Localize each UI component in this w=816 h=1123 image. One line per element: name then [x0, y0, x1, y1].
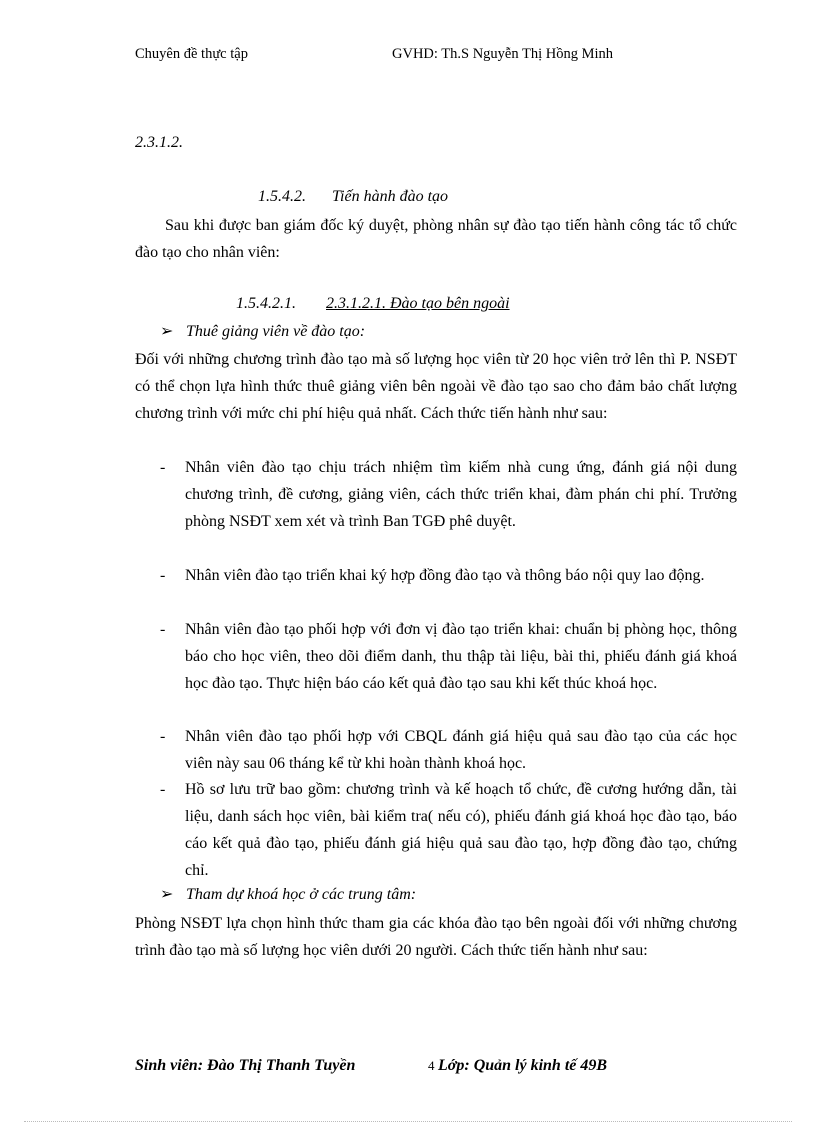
list-item-text: Nhân viên đào tạo phối hợp với CBQL đánh giá hiệu quả sau đào tạo của các học viên này sau 06 tháng kể từ khi hoàn thành khoá học.	[185, 728, 737, 772]
item1-paragraph: Đối với những chương trình đào tạo mà số lượng học viên từ 20 học viên trở lên thì P. NSĐT có thể chọn lựa hình thức thuê giảng viên bên ngoài về đào tạo sao cho đảm bảo chất lượng chương trình với mức chi phí hiệu quả nhất. Cách thức tiến hành như sau:	[135, 351, 737, 422]
item2-heading-text: Tham dự khoá học ở các trung tâm:	[186, 886, 417, 903]
list-item-text: Hồ sơ lưu trữ bao gồm: chương trình và kế hoạch tổ chức, đề cương hướng dẫn, tài liệu, danh sách học viên, bài kiểm tra( nếu có), phiếu đánh giá khoá học đào tạo, báo cáo kết quả đào tạo, phiếu đánh giá hiệu quả sau đào tạo, hợp đồng đào tạo, chứng chỉ.	[185, 781, 737, 879]
subsection-title: 2.3.1.2.1. Đào tạo bên ngoài	[326, 295, 510, 312]
item2-paragraph: Phòng NSĐT lựa chọn hình thức tham gia các khóa đào tạo bên ngoài đối với những chương trình đào tạo mà số lượng học viên dưới 20 người. Cách thức tiến hành như sau:	[135, 915, 737, 959]
dash-bullet: -	[160, 781, 166, 798]
subsection-number: 1.5.4.2.1.	[236, 295, 296, 312]
item2-heading	[160, 884, 416, 904]
header-left: Chuyên đề thực tập	[135, 46, 248, 62]
dash-bullet: -	[160, 567, 166, 584]
intro-paragraph: Sau khi được ban giám đốc ký duyệt, phòng nhân sự đào tạo tiến hành công tác tổ chức đào tạo cho nhân viên:	[135, 217, 737, 261]
footer-student: Sinh viên: Đào Thị Thanh Tuyền	[135, 1057, 356, 1074]
list-item	[160, 454, 737, 535]
list-item	[160, 562, 737, 589]
list-item	[160, 776, 737, 884]
list-item-text: Nhân viên đào tạo phối hợp với đơn vị đào tạo triển khai: chuẩn bị phòng học, thông báo cho học viên, theo dõi điểm danh, thu thập tài liệu, bài thi, phiếu đánh giá khoá học đào tạo. Thực hiện báo cáo kết quả đào tạo sau khi kết thúc khoá học.	[185, 621, 737, 692]
section-heading	[258, 188, 448, 206]
dash-bullet: -	[160, 459, 166, 476]
arrow-bullet-icon: ➢	[160, 323, 174, 340]
item1-heading	[160, 321, 365, 341]
page-number: 4	[428, 1058, 435, 1073]
list-item-text: Nhân viên đào tạo chịu trách nhiệm tìm kiếm nhà cung ứng, đánh giá nội dung chương trình, đề cương, giảng viên, cách thức triển khai, đàm phán chi phí. Trưởng phòng NSĐT xem xét và trình Ban TGĐ phê duyệt.	[185, 459, 737, 530]
item1-heading-text: Thuê giảng viên về đào tạo:	[186, 323, 366, 340]
footer-class: Lớp: Quản lý kinh tế 49B	[438, 1057, 608, 1074]
dash-bullet: -	[160, 728, 166, 745]
list-item	[160, 616, 737, 697]
header-right: GVHD: Th.S Nguyễn Thị Hồng Minh	[392, 46, 613, 62]
list-item-text: Nhân viên đào tạo triển khai ký hợp đồng đào tạo và thông báo nội quy lao động.	[185, 567, 705, 584]
section-number: 2.3.1.2.	[135, 134, 183, 151]
arrow-bullet-icon: ➢	[160, 886, 174, 903]
dash-bullet: -	[160, 621, 166, 638]
list-item	[160, 723, 737, 777]
section-heading-title: Tiến hành đào tạo	[332, 188, 449, 205]
section-heading-number: 1.5.4.2.	[258, 188, 306, 205]
page-bottom-divider	[24, 1121, 792, 1122]
subsection-heading	[236, 295, 510, 313]
